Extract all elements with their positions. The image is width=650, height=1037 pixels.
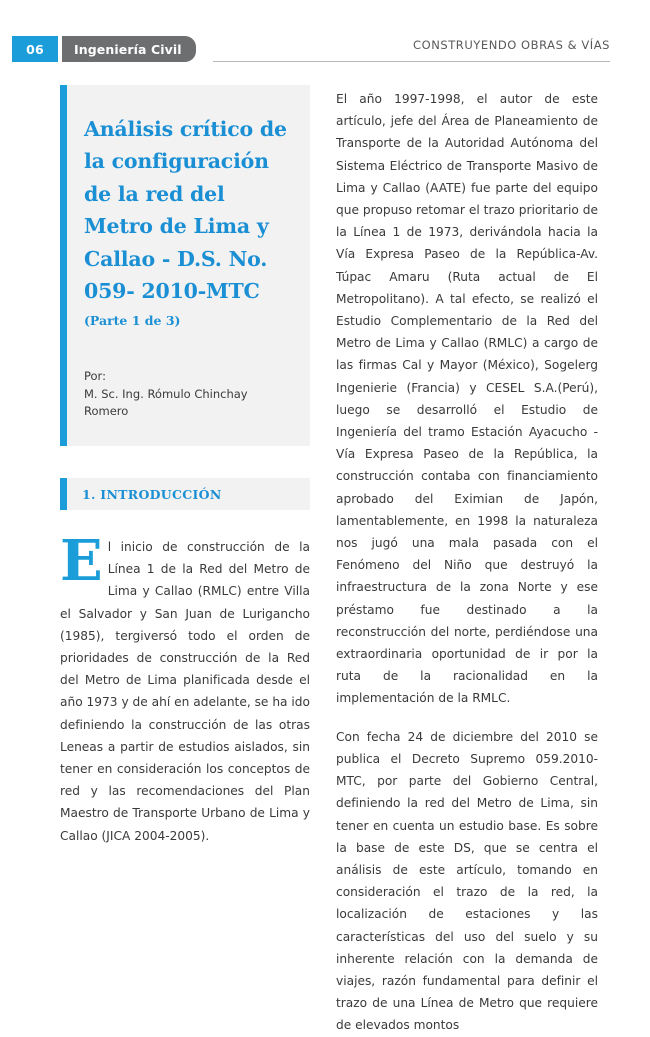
right-column: [336, 88, 598, 1037]
byline-author-name: M. Sc. Ing. Rómulo Chinchay Romero: [84, 386, 248, 418]
section-heading-label: 1. INTRODUCCIÓN: [82, 486, 222, 502]
left-column: [60, 85, 310, 847]
byline-label: Por:: [84, 369, 106, 384]
header-divider-rule: [213, 61, 610, 62]
body-paragraph: El año 1997-1998, el autor de este artículo, jefe del Área de Planeamiento de Transporte de la Autoridad Autónoma del Sistema Eléctrico de Transporte Masivo de Lima y Callao (AATE) fue parte del equipo que propuso retomar el trazo prioritario de la Línea 1 de 1973, derivándola hacia la Vía Expresa Paseo de la República-Av. Túpac Amaru (Ruta actual de El Metropolitano). A tal efecto, se realizó el Estudio Complementario de la Red del Metro de Lima y Callao (RMLC) a cargo de las firmas Cal y Mayor (México), Sogelerg Ingenierie (Francia) y CESEL S.A.(Perú), luego se desarrolló el Estudio de Ingeniería del tramo Estación Ayacucho - Vía Expresa Paseo de la República, la construcción contaba con financiamiento aprobado del Eximian de Japón, lamentablemente, en 1998 la naturaleza nos jugó una mala pasada con el Fenómeno del Niño que destruyó la infraestructura de la zona Norte y ese préstamo fue destinado a la reconstrucción del norte, perdiéndose una extraordinaria oportunidad de ir por la ruta de la racionalidad en la implementación de la RMLC.: [336, 92, 598, 706]
body-paragraph: Con fecha 24 de diciembre del 2010 se publica el Decreto Supremo 059.2010-MTC, por parte del Gobierno Central, definiendo la red del Metro de Lima, sin tener en cuenta un estudio base. Es sobre la base de este DS, que se centra el análisis de este artículo, tomando en consideración el trazo de la red, la localización de estaciones y las características del uso del suelo y su inherente relación con la demanda de viajes, razón fundamental para definir el trazo de una Línea de Metro que requiere de elevados montos: [336, 729, 598, 1033]
article-title: Análisis crítico de la configuración de la red del Metro de Lima y Callao - D.S. No. 059- 2010-MTC: [84, 117, 287, 303]
publication-title: CONSTRUYENDO OBRAS & VÍAS: [413, 38, 610, 52]
section-heading-bar: [60, 478, 310, 510]
article-byline: [84, 368, 290, 420]
page-header: [0, 36, 650, 62]
section-category-chip: Ingeniería Civil: [62, 36, 196, 62]
body-paragraph: El inicio de construcción de la Línea 1 de la Red del Metro de Lima y Callao (RMLC) entre Villa el Salvador y San Juan de Lurigancho (1985), tergiversó todo el orden de prioridades de construcción de la Red del Metro de Lima planificada desde el año 1973 y de ahí en adelante, se ha ido definiendo la construcción de las otras Leneas a partir de estudios aislados, sin tener en consideración los conceptos de red y las recomendaciones del Plan Maestro de Transporte Urbano de Lima y Callao (JICA 2004-2005).: [60, 528, 310, 843]
page-folio-number: 06: [12, 36, 58, 62]
article-title-panel: [60, 85, 310, 446]
article-part-label: (Parte 1 de 3): [84, 313, 181, 329]
